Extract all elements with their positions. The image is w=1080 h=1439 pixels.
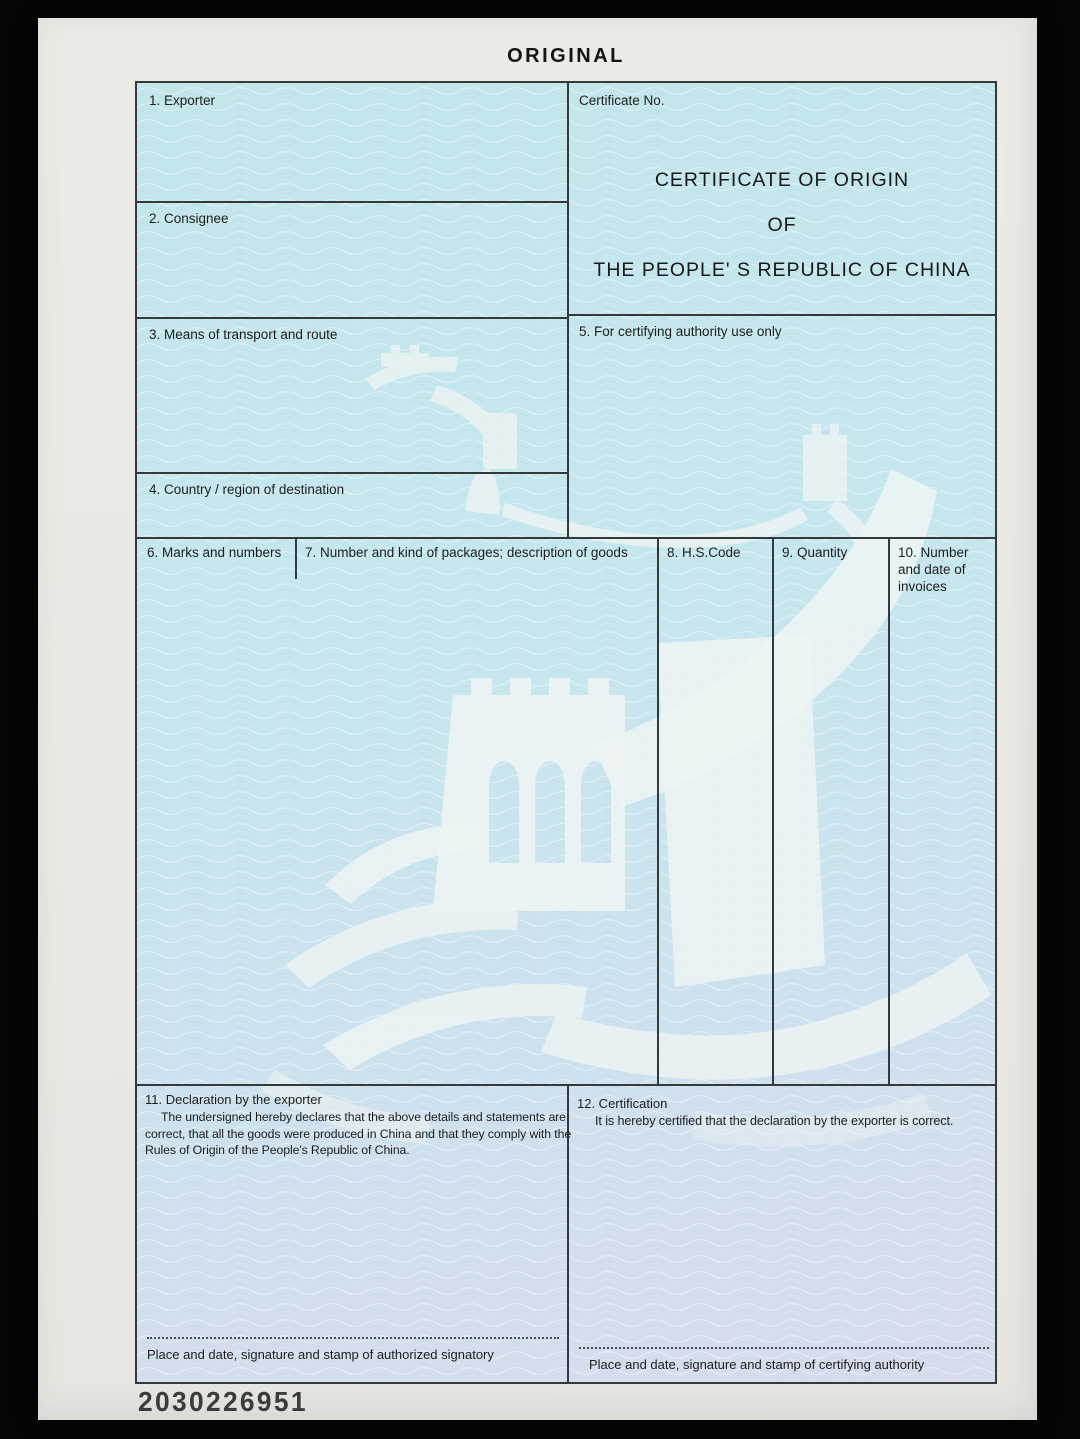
exporter-label: 1. Exporter <box>149 93 216 108</box>
divider-table-top <box>137 537 995 539</box>
declaration-body: The undersigned hereby declares that the above details and statements are correct, that all the goods were produced in China and that they comply with the Rules of Origin of the People's Republic of China. <box>145 1110 572 1158</box>
transport-box <box>139 347 565 470</box>
certification-label: 12. Certification <box>577 1096 668 1111</box>
certificate-paper-sheet <box>38 18 1037 1420</box>
divider-table-bottom <box>137 1084 995 1086</box>
divider-col-marks-packages <box>295 537 297 579</box>
authority-use-box <box>569 345 993 535</box>
authorized-signatory-caption: Place and date, signature and stamp of authorized signatory <box>147 1347 494 1362</box>
title-line-2: OF <box>767 214 797 236</box>
certificate-title <box>569 158 995 293</box>
certificate-no-label: Certificate No. <box>579 93 665 108</box>
table-header-marks: 6. Marks and numbers <box>147 545 282 560</box>
certifying-authority-caption: Place and date, signature and stamp of certifying authority <box>589 1357 925 1372</box>
divider-consignee-transport <box>137 317 567 319</box>
destination-label: 4. Country / region of destination <box>149 482 345 497</box>
certification-body: It is hereby certified that the declaration by the exporter is correct. <box>595 1114 954 1129</box>
title-line-3: THE PEOPLE' S REPUBLIC OF CHINA <box>593 259 971 281</box>
certificate-form <box>135 81 997 1384</box>
authorized-signatory-line <box>147 1337 559 1339</box>
authority-use-label: 5. For certifying authority use only <box>579 324 782 339</box>
copy-type-heading: ORIGINAL <box>507 45 625 67</box>
goods-table-body <box>139 583 993 1081</box>
table-header-hscode: 8. H.S.Code <box>667 545 741 560</box>
certificate-no-box <box>707 91 987 113</box>
form-serial-number: 2030226951 <box>138 1386 308 1417</box>
divider-certno-authority <box>567 314 995 316</box>
title-line-1: CERTIFICATE OF ORIGIN <box>654 169 910 191</box>
table-header-packages: 7. Number and kind of packages; description of goods <box>305 545 628 560</box>
certification-block <box>577 1095 991 1130</box>
declaration-block <box>145 1091 573 1159</box>
table-header-invoices: 10. Number and date of invoices <box>898 545 969 594</box>
transport-label: 3. Means of transport and route <box>149 327 338 342</box>
certifying-authority-line <box>579 1347 989 1349</box>
consignee-label: 2. Consignee <box>149 211 229 226</box>
table-header-quantity: 9. Quantity <box>782 545 848 560</box>
declaration-label: 11. Declaration by the exporter <box>145 1092 322 1107</box>
divider-exporter-consignee <box>137 201 567 203</box>
divider-transport-destination <box>137 472 567 474</box>
exporter-box <box>139 113 565 199</box>
consignee-box <box>139 231 565 315</box>
destination-box <box>139 502 565 535</box>
